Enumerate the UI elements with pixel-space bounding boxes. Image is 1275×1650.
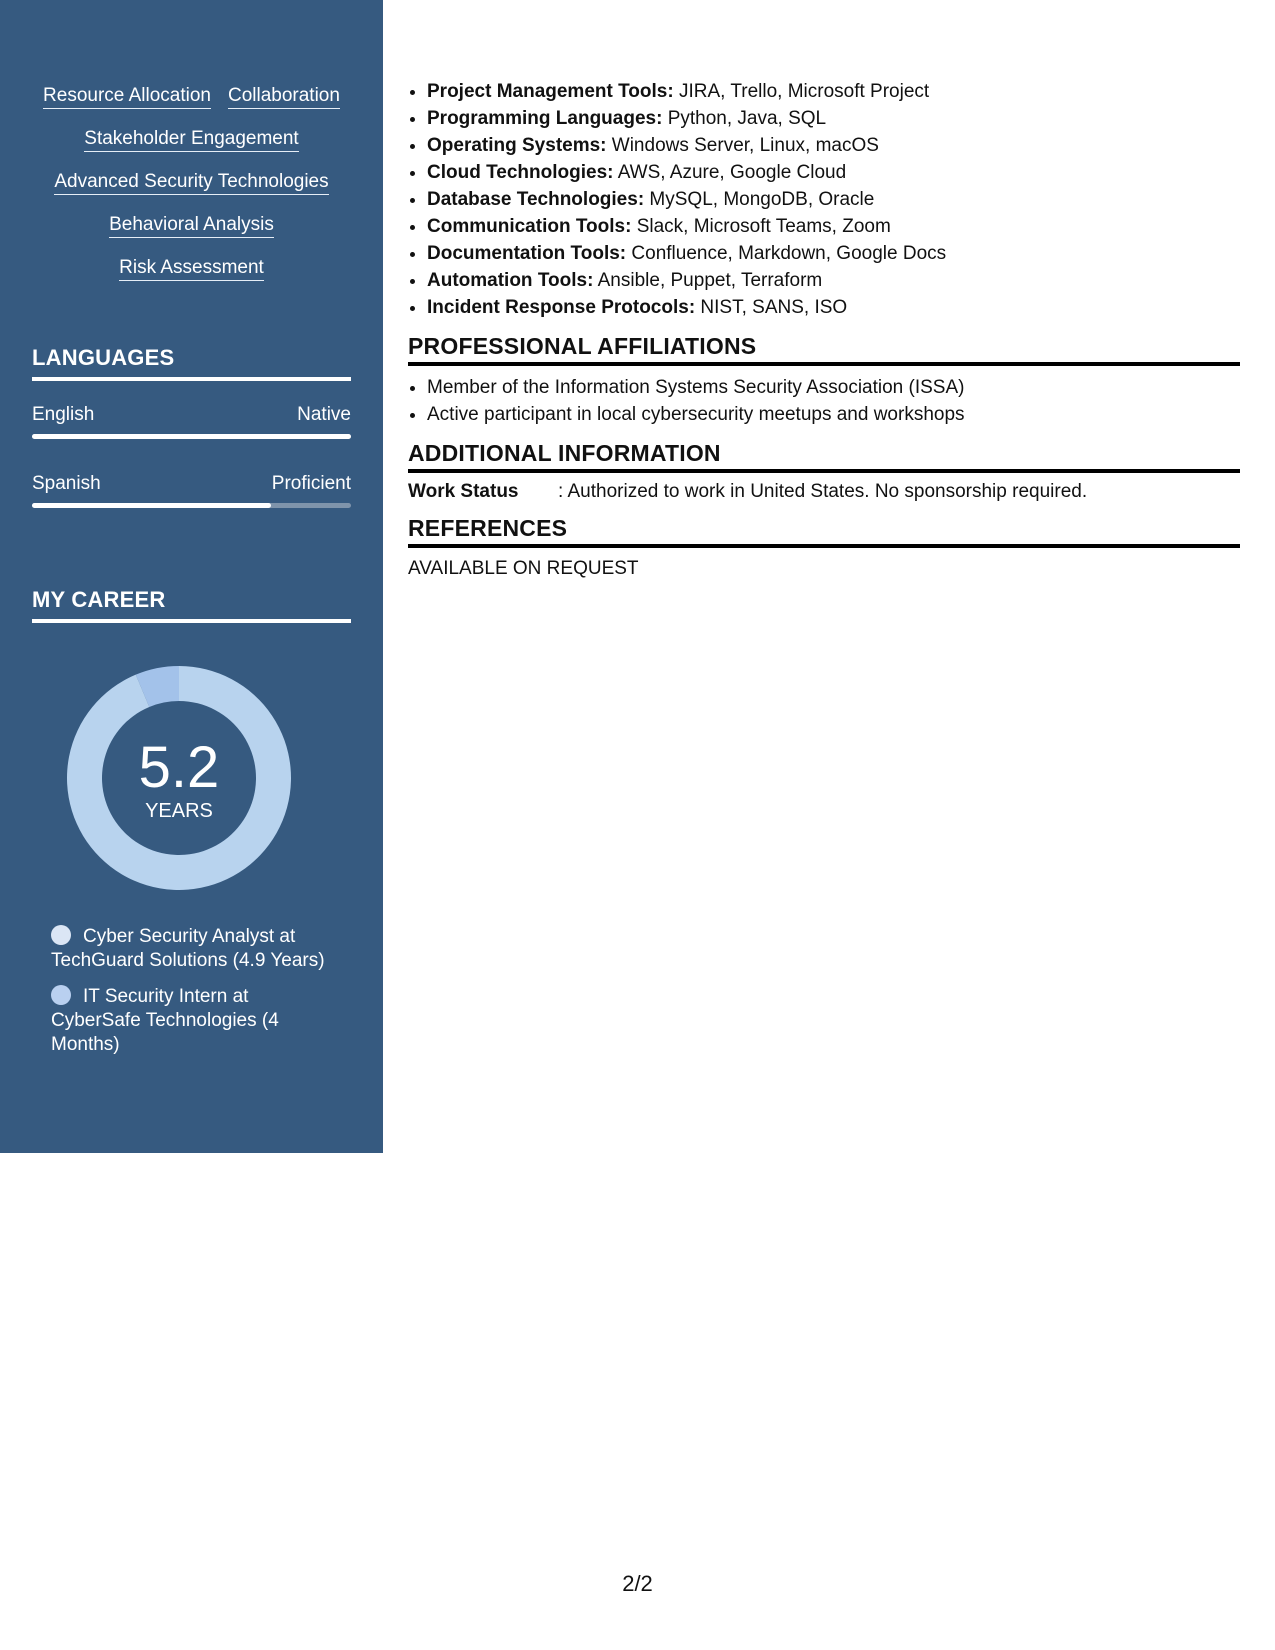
skill-tag: Collaboration xyxy=(228,86,340,109)
skill-item xyxy=(427,186,1240,213)
legend-dot-icon xyxy=(51,925,71,945)
skill-value: Ansible, Puppet, Terraform xyxy=(593,270,823,291)
career-donut-chart xyxy=(67,666,291,890)
skill-value: Windows Server, Linux, macOS xyxy=(606,135,879,156)
skill-key: Automation Tools: xyxy=(427,270,594,291)
skill-key: Project Management Tools: xyxy=(427,81,674,102)
career-heading: MY CAREER xyxy=(32,587,351,623)
skill-value: Slack, Microsoft Teams, Zoom xyxy=(631,216,891,237)
skill-tag: Resource Allocation xyxy=(43,86,211,109)
skill-key: Operating Systems: xyxy=(427,135,607,156)
skill-key: Database Technologies: xyxy=(427,189,645,210)
sidebar xyxy=(0,0,383,1153)
affiliations-list xyxy=(408,374,1240,428)
skill-value: Python, Java, SQL xyxy=(662,108,827,129)
skill-item xyxy=(427,78,1240,105)
page-number: 2/2 xyxy=(622,1571,653,1596)
skill-key: Communication Tools: xyxy=(427,216,632,237)
skill-item xyxy=(427,267,1240,294)
skill-row xyxy=(0,86,383,109)
language-name: English xyxy=(32,404,95,425)
language-bar-fill xyxy=(32,503,271,508)
skill-key: Incident Response Protocols: xyxy=(427,297,696,318)
language-english xyxy=(32,404,351,439)
work-status-value: : Authorized to work in United States. No sponsorship required. xyxy=(558,481,1088,502)
language-level: Proficient xyxy=(271,473,351,494)
skill-value: Confluence, Markdown, Google Docs xyxy=(626,243,947,264)
skill-row xyxy=(0,172,383,195)
career-legend-item xyxy=(51,985,341,1057)
language-bar-fill xyxy=(32,434,351,439)
skill-tag: Behavioral Analysis xyxy=(109,215,274,238)
career-years-unit: YEARS xyxy=(145,800,213,822)
skills-tags xyxy=(0,86,383,301)
career-legend-item xyxy=(51,925,341,973)
additional-info-heading: ADDITIONAL INFORMATION xyxy=(408,440,1240,473)
language-spanish xyxy=(32,473,351,508)
skill-item xyxy=(427,213,1240,240)
affiliation-item: • Member of the Information Systems Security Association (ISSA) xyxy=(427,374,1240,401)
career-legend-label: IT Security Intern at CyberSafe Technologies (4 Months) xyxy=(51,986,279,1055)
skill-item xyxy=(427,240,1240,267)
work-status-row xyxy=(408,481,1240,503)
legend-dot-icon xyxy=(51,985,71,1005)
language-name: Spanish xyxy=(32,473,101,494)
language-level: Native xyxy=(297,404,351,425)
skill-key: Programming Languages: xyxy=(427,108,663,129)
language-bar xyxy=(32,503,351,508)
language-bar xyxy=(32,434,351,439)
skill-item xyxy=(427,294,1240,321)
skill-value: JIRA, Trello, Microsoft Project xyxy=(673,81,930,102)
main-content xyxy=(408,78,1240,580)
languages-heading: LANGUAGES xyxy=(32,345,351,381)
skill-item xyxy=(427,132,1240,159)
affiliation-item: • Active participant in local cybersecurity meetups and workshops xyxy=(427,401,1240,428)
skill-row xyxy=(0,215,383,238)
references-text: AVAILABLE ON REQUEST xyxy=(408,558,639,579)
skill-key: Cloud Technologies: xyxy=(427,162,614,183)
skill-tag: Risk Assessment xyxy=(119,258,264,281)
work-status-label: Work Status xyxy=(408,481,519,502)
skill-key: Documentation Tools: xyxy=(427,243,627,264)
skill-item xyxy=(427,159,1240,186)
references-heading: REFERENCES xyxy=(408,515,1240,548)
career-legend-label: Cyber Security Analyst at TechGuard Solutions (4.9 Years) xyxy=(51,926,325,971)
affiliations-heading: PROFESSIONAL AFFILIATIONS xyxy=(408,333,1240,366)
skill-row xyxy=(0,129,383,152)
skill-value: NIST, SANS, ISO xyxy=(695,297,848,318)
career-total-years: 5.2 xyxy=(138,735,220,800)
skill-value: MySQL, MongoDB, Oracle xyxy=(644,189,875,210)
skill-tag: Advanced Security Technologies xyxy=(54,172,328,195)
skill-item xyxy=(427,105,1240,132)
skill-row xyxy=(0,258,383,281)
skill-value: AWS, Azure, Google Cloud xyxy=(613,162,847,183)
technical-skills-list xyxy=(408,78,1240,321)
career-legend xyxy=(51,925,341,1069)
skill-tag: Stakeholder Engagement xyxy=(84,129,298,152)
